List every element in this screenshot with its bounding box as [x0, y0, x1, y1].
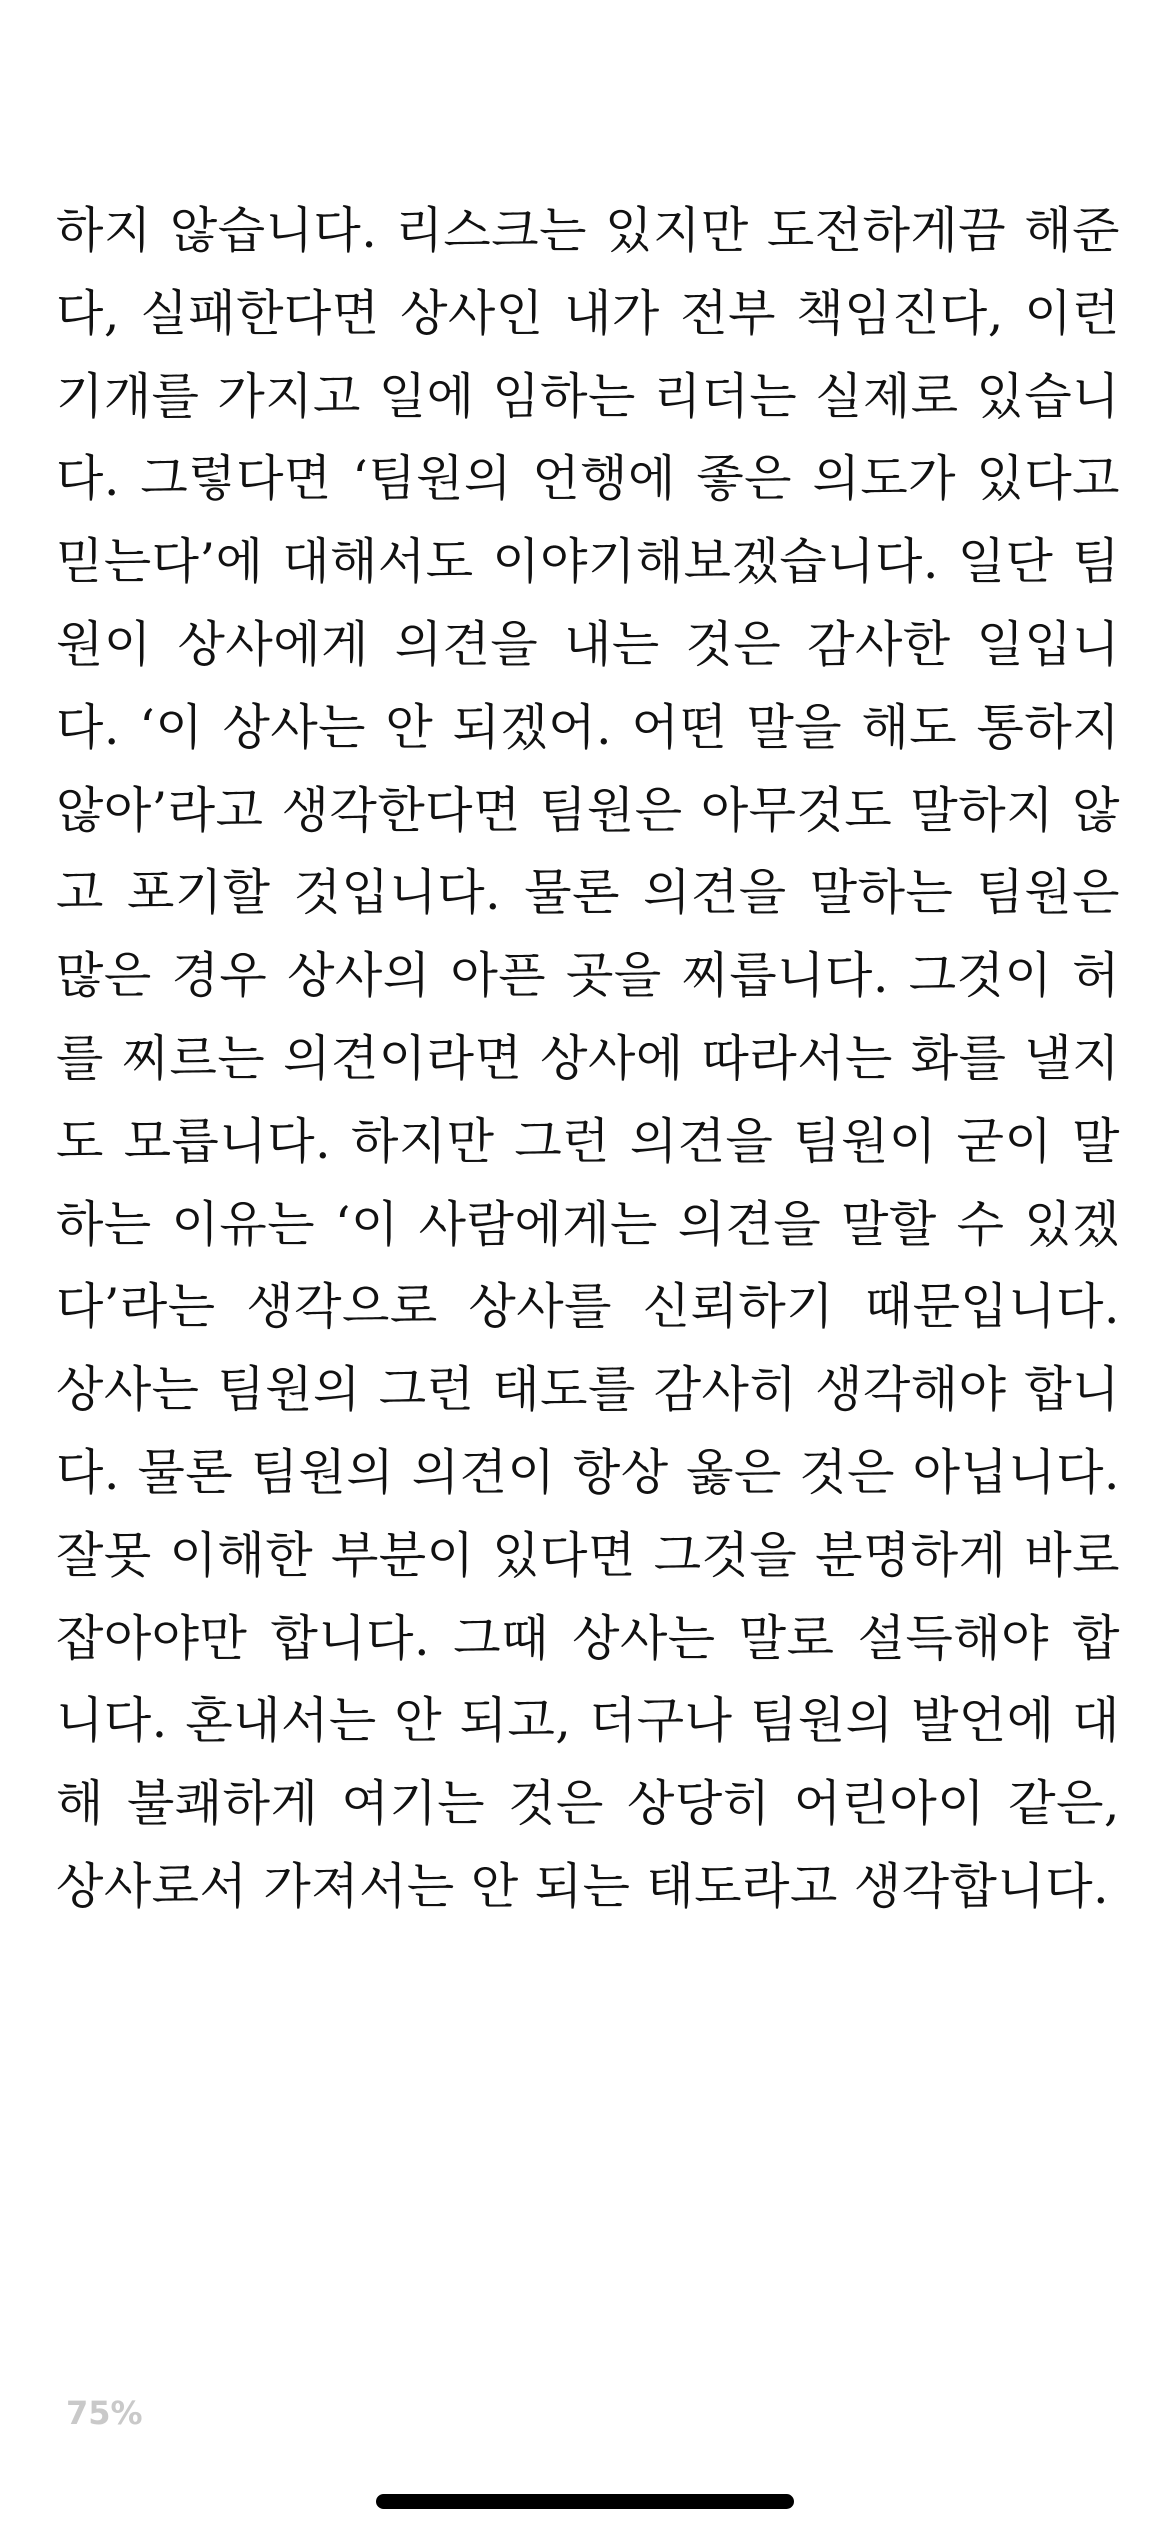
reader-page[interactable]: [56, 190, 1120, 1929]
text-line: 원이 상사에게 의견을 내는 것은 감사한 일입니: [56, 615, 1120, 673]
text-line: 고 포기할 것입니다. 물론 의견을 말하는 팀원은: [56, 864, 1120, 922]
text-line: 하는 이유는 ‘이 사람에게는 의견을 말할 수 있겠: [56, 1195, 1120, 1253]
text-line: 잡아야만 합니다. 그때 상사는 말로 설득해야 합: [56, 1609, 1120, 1667]
text-line: 다. 물론 팀원의 의견이 항상 옳은 것은 아닙니다.: [56, 1443, 1120, 1501]
text-line: 기개를 가지고 일에 임하는 리더는 실제로 있습니: [56, 367, 1120, 425]
text-line: 를 찌르는 의견이라면 상사에 따라서는 화를 낼지: [56, 1029, 1120, 1087]
home-indicator[interactable]: [376, 2494, 794, 2509]
text-line: 잘못 이해한 부분이 있다면 그것을 분명하게 바로: [56, 1526, 1120, 1584]
text-line: 다. 그렇다면 ‘팀원의 언행에 좋은 의도가 있다고: [56, 450, 1120, 508]
text-line: 하지 않습니다. 리스크는 있지만 도전하게끔 해준: [56, 202, 1120, 259]
reading-progress: 75%: [66, 2394, 143, 2432]
text-line: 다. ‘이 상사는 안 되겠어. 어떤 말을 해도 통하지: [56, 698, 1120, 756]
text-line: 믿는다’에 대해서도 이야기해보겠습니다. 일단 팀: [56, 533, 1120, 591]
text-line: 도 모릅니다. 하지만 그런 의견을 팀원이 굳이 말: [56, 1112, 1120, 1170]
text-line: 다’라는 생각으로 상사를 신뢰하기 때문입니다.: [56, 1278, 1120, 1336]
text-line: 많은 경우 상사의 아픈 곳을 찌릅니다. 그것이 허: [56, 947, 1120, 1005]
text-line: 상사는 팀원의 그런 태도를 감사히 생각해야 합니: [56, 1361, 1120, 1419]
text-line: 않아’라고 생각한다면 팀원은 아무것도 말하지 않: [56, 781, 1120, 839]
text-line: 니다. 혼내서는 안 되고, 더구나 팀원의 발언에 대: [56, 1692, 1120, 1750]
text-line: 해 불쾌하게 여기는 것은 상당히 어린아이 같은,: [56, 1775, 1120, 1833]
text-line: 상사로서 가져서는 안 되는 태도라고 생각합니다.: [56, 1857, 1110, 1915]
text-line: 다, 실패한다면 상사인 내가 전부 책임진다, 이런: [56, 284, 1120, 342]
